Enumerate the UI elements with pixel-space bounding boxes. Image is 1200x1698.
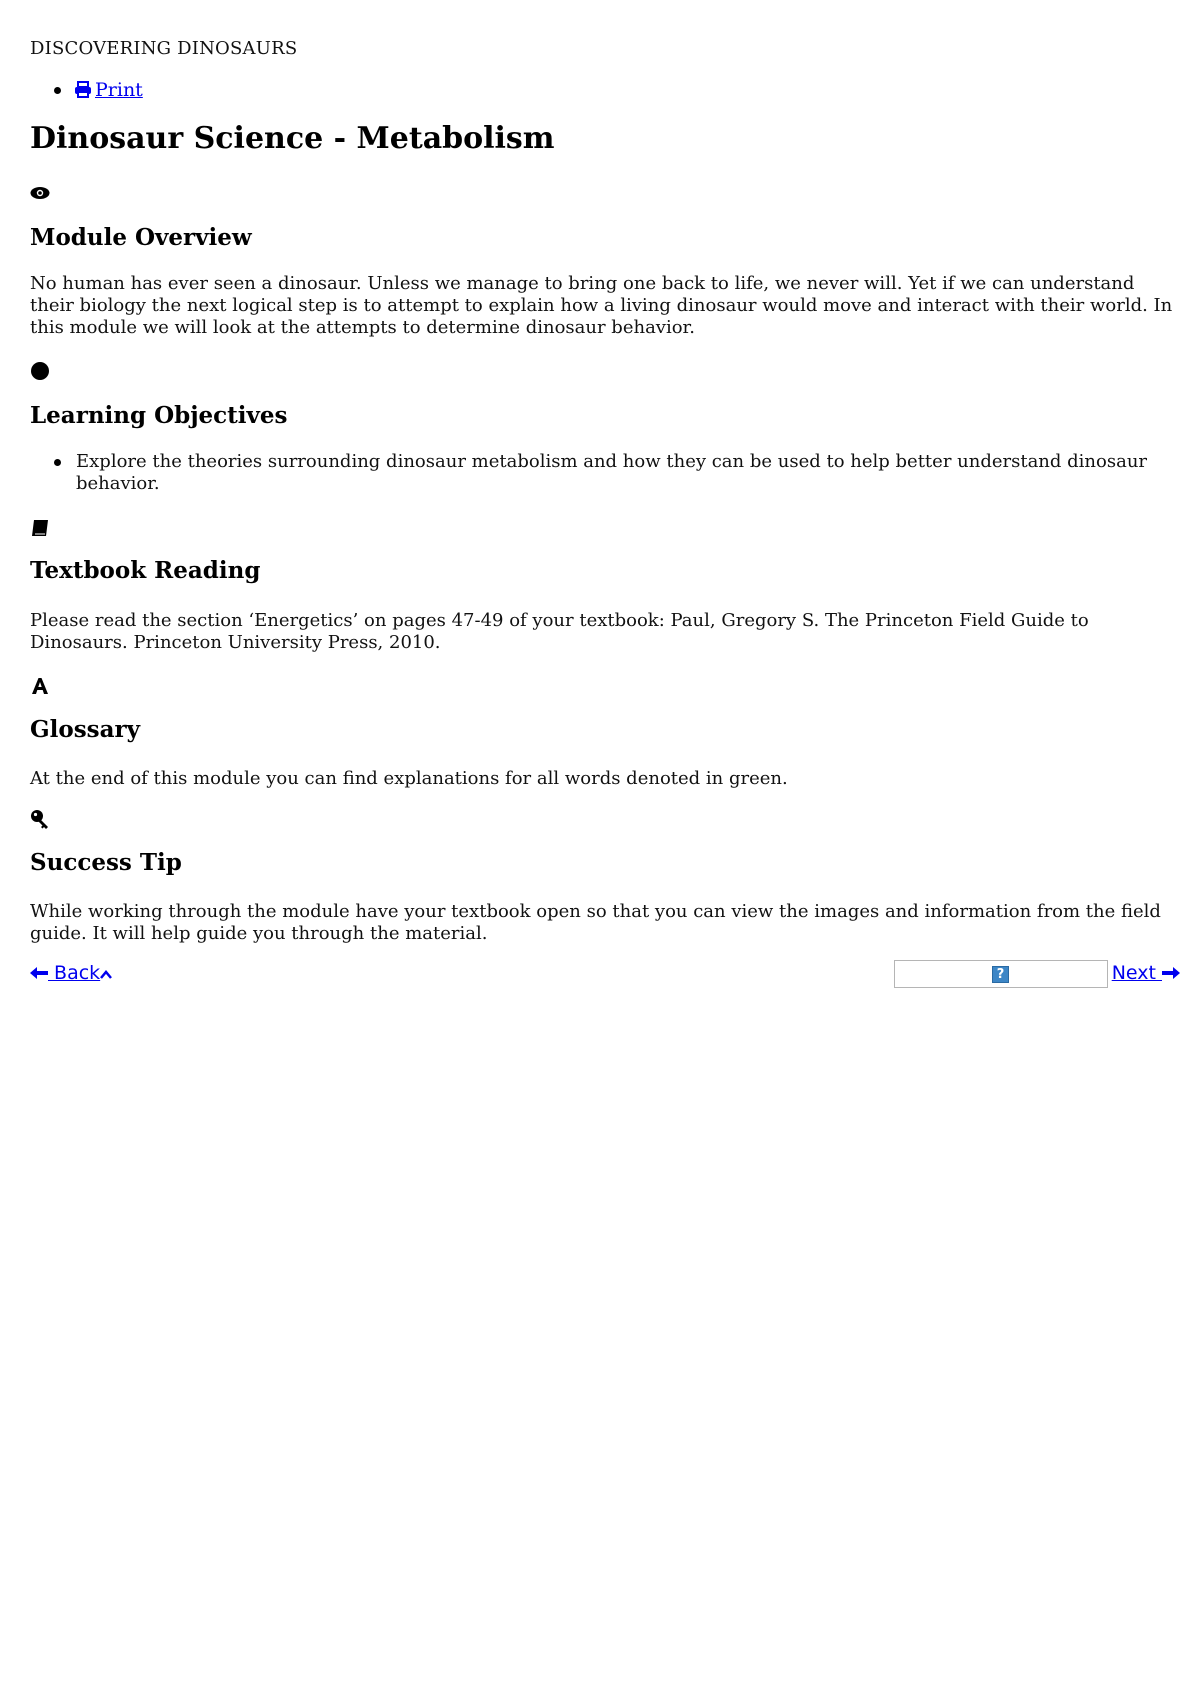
key-icon — [30, 809, 50, 829]
next-link[interactable] — [1112, 962, 1180, 984]
help-icon[interactable]: ? — [992, 966, 1009, 983]
next-label: Next — [1111, 962, 1162, 984]
back-label: Back — [48, 962, 101, 984]
help-widget[interactable] — [894, 960, 1108, 988]
reading-heading: Textbook Reading — [30, 557, 261, 584]
toolbar-item-print — [30, 78, 143, 102]
print-label: Print — [95, 79, 143, 101]
site-name: DISCOVERING DINOSAURS — [30, 38, 298, 59]
book-icon — [30, 518, 50, 538]
objective-item: Explore the theories surrounding dinosaur metabolism and how they can be used to help better understand dinosaur behavior. — [30, 451, 1180, 495]
tip-text: While working through the module have your textbook open so that you can view the images and information from the field guide. It will help guide you through the material. — [30, 901, 1161, 944]
tip-heading: Success Tip — [30, 849, 182, 876]
eye-icon — [30, 183, 50, 203]
glossary-heading: Glossary — [30, 716, 141, 743]
print-link[interactable] — [74, 79, 143, 101]
overview-heading: Module Overview — [30, 224, 252, 251]
font-icon — [30, 676, 50, 696]
page-title: Dinosaur Science - Metabolism — [30, 121, 555, 156]
print-icon — [74, 81, 92, 98]
arrow-left-icon — [30, 966, 48, 980]
reading-text: Please read the section ‘Energetics’ on pages 47-49 of your textbook: Paul, Gregory S. The Princeton Field Guide to Dinosaurs. Princeton University Press, 2010. — [30, 610, 1089, 653]
chevron-up-icon — [100, 969, 112, 979]
arrow-right-icon — [1162, 966, 1180, 980]
objectives-list — [30, 451, 1180, 495]
back-link[interactable] — [30, 962, 112, 984]
overview-text: No human has ever seen a dinosaur. Unless we manage to bring one back to life, we never will. Yet if we can understand their biology the next logical step is to attempt to explain how a living dinosaur would move and interact with their world. In this module we will look at the attempts to determine dinosaur behavior. — [30, 273, 1173, 338]
pager — [30, 960, 1180, 992]
glossary-text: At the end of this module you can find explanations for all words denoted in green. — [30, 768, 788, 789]
toolbar-list — [30, 78, 143, 102]
target-icon — [30, 361, 50, 381]
objectives-heading: Learning Objectives — [30, 402, 288, 429]
